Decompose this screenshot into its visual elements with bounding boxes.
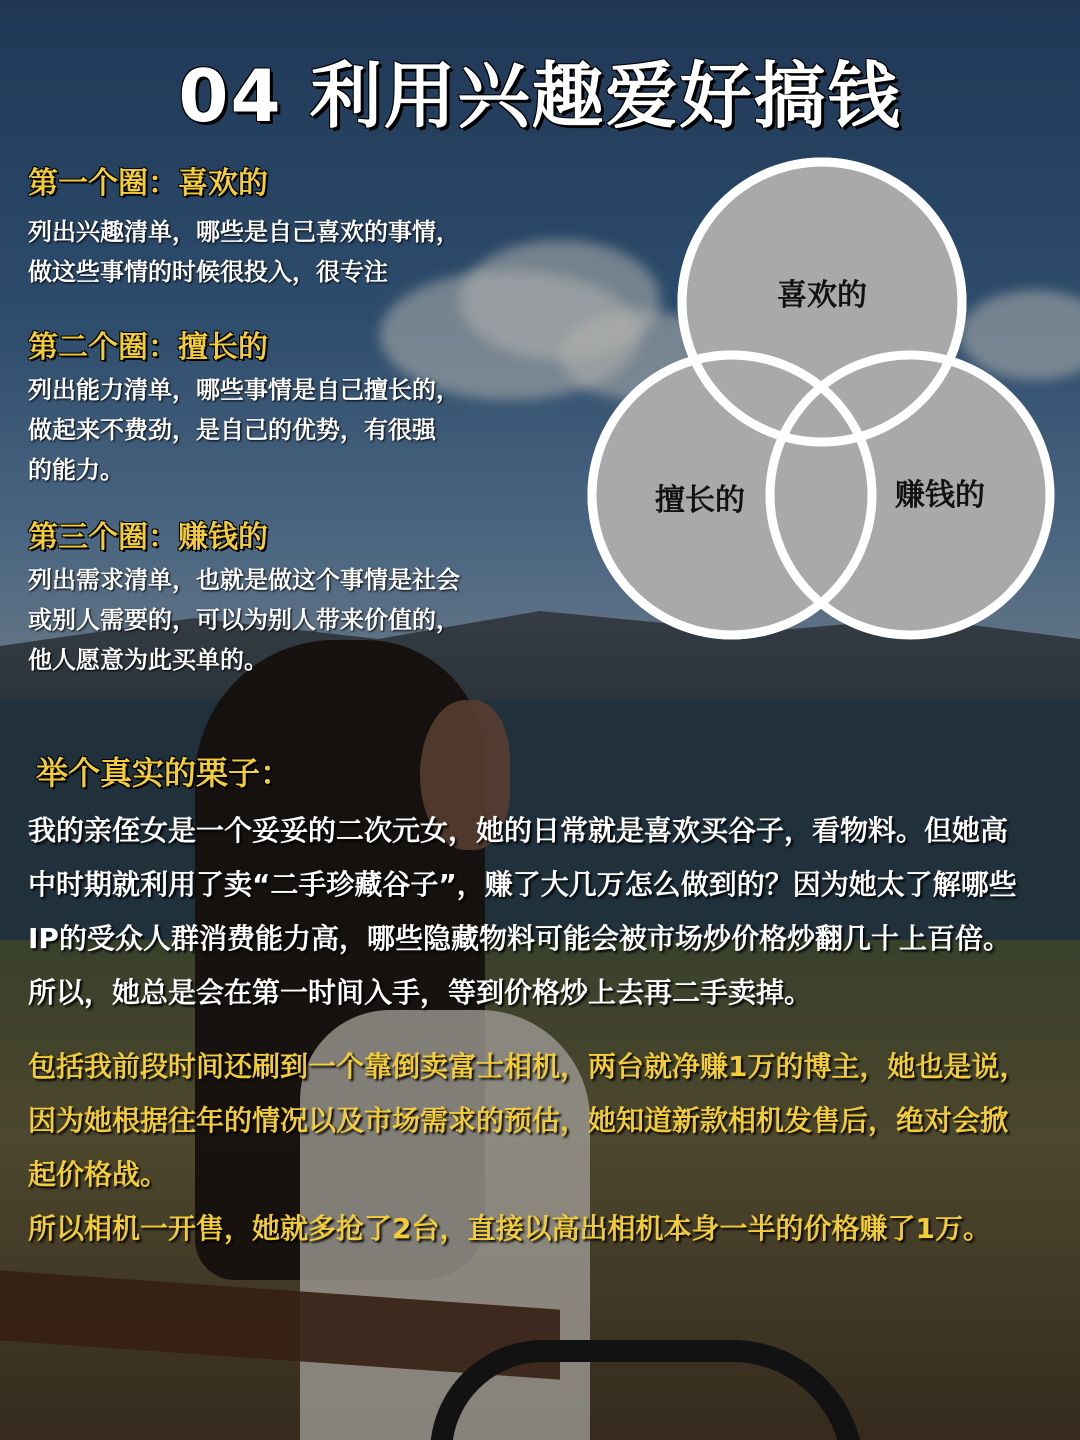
- section-likes: [28, 158, 460, 292]
- example-section: [28, 748, 1028, 1256]
- section-money: [28, 512, 460, 680]
- section-skills: [28, 322, 460, 490]
- venn-label-money: 赚钱的: [895, 478, 985, 513]
- section-likes-text: 列出兴趣清单，哪些是自己喜欢的事情， 做这些事情的时候很投入，很专注: [28, 218, 460, 286]
- venn-label-skills: 擅长的: [655, 483, 745, 518]
- example-paragraph-3: 所以相机一开售，她就多抢了2台，直接以高出相机本身一半的价格赚了1万。: [28, 1212, 991, 1245]
- example-paragraph-1: 我的亲侄女是一个妥妥的二次元女，她的日常就是喜欢买谷子，看物料。但她高中时期就利用了卖“二手珍藏谷子”，赚了大几万怎么做到的？因为她太了解哪些IP的受众人群消费能力高，哪些隐藏物料可能会被市场炒价格炒翻几十上百倍。所以，她总是会在第一时间入手，等到价格炒上去再二手卖掉。: [28, 814, 1017, 1009]
- example-heading: 举个真实的栗子：: [36, 754, 293, 792]
- venn-diagram: [580, 150, 1060, 650]
- section-money-text: 列出需求清单，也就是做这个事情是社会 或别人需要的，可以为别人带来价值的， 他人愿意为此买单的。: [28, 566, 460, 674]
- venn-label-likes: 喜欢的: [777, 278, 867, 313]
- section-money-heading: 第三个圈：赚钱的: [28, 520, 268, 555]
- section-likes-heading: 第一个圈：喜欢的: [28, 166, 268, 201]
- section-skills-text: 列出能力清单，哪些事情是自己擅长的， 做起来不费劲，是自己的优势，有很强 的能力。: [28, 376, 460, 484]
- section-skills-heading: 第二个圈：擅长的: [28, 330, 268, 365]
- example-paragraph-2: 包括我前段时间还刷到一个靠倒卖富士相机，两台就净赚1万的博主，她也是说，因为她根据往年的情况以及市场需求的预估，她知道新款相机发售后，绝对会掀起价格战。: [28, 1050, 1028, 1191]
- page-title: 04 利用兴趣爱好搞钱: [178, 54, 902, 138]
